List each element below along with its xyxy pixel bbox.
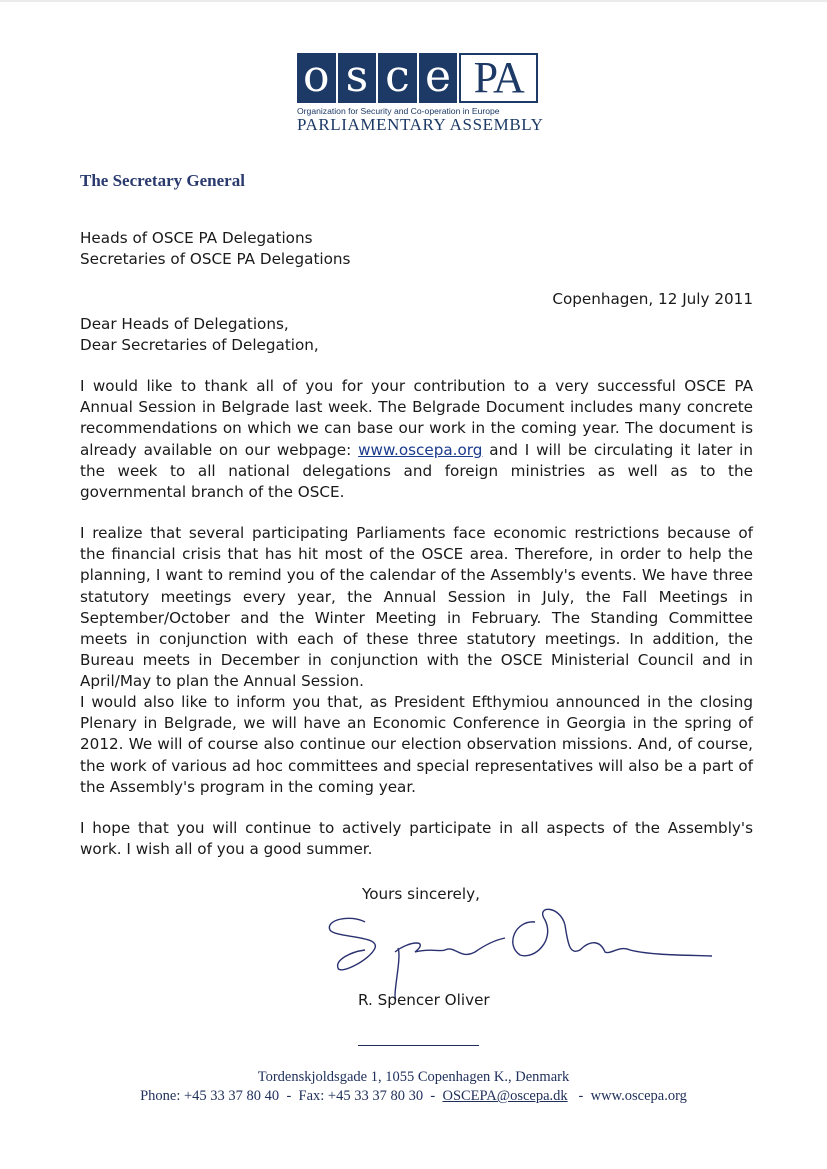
paragraph-1 bbox=[80, 376, 753, 503]
logo-letter: e bbox=[419, 53, 458, 103]
footer-fax: Fax: +45 33 37 80 30 bbox=[298, 1088, 424, 1104]
osce-pa-logo bbox=[297, 51, 544, 134]
paragraph-text: and I will be circulating it later in the week to all national delegations and foreign ministries as well as to the governmental branch of the OSCE. bbox=[80, 440, 753, 502]
closing: Yours sincerely, bbox=[362, 885, 480, 903]
footer-website: www.oscepa.org bbox=[590, 1088, 687, 1104]
logo-assembly-line: PARLIAMENTARY ASSEMBLY bbox=[297, 115, 544, 134]
footer-phone: Phone: +45 33 37 80 40 bbox=[140, 1088, 280, 1104]
footer-divider bbox=[358, 1045, 479, 1046]
paragraph-3: I would also like to inform you that, as President Efthymiou announced in the closing Plenary in Belgrade, we will have an Economic Conference in Georgia in the spring of 2012. We will of course also continue our election observation missions. And, of course, the work of various ad hoc committees and special representatives will also be a part of the Assembly's program in the coming year. bbox=[80, 693, 753, 796]
signatory-name: R. Spencer Oliver bbox=[358, 991, 490, 1009]
logo-org-line: Organization for Security and Co-operation in Europe bbox=[297, 106, 500, 116]
signature bbox=[320, 900, 720, 1000]
salutation-line: Dear Secretaries of Delegation, bbox=[80, 336, 319, 354]
separator: - bbox=[286, 1088, 292, 1104]
logo-letter: o bbox=[297, 53, 336, 103]
scan-edge bbox=[0, 0, 827, 2]
footer-address: Tordenskjoldsgade 1, 1055 Copenhagen K., Denmark bbox=[257, 1069, 570, 1085]
footer-contacts bbox=[0, 1088, 827, 1105]
logo-letter: s bbox=[338, 53, 377, 103]
logo-letter: c bbox=[378, 53, 417, 103]
logo-pa: PA bbox=[459, 53, 538, 103]
recipient-line: Secretaries of OSCE PA Delegations bbox=[80, 250, 351, 268]
footer-email-link[interactable]: OSCEPA@oscepa.dk bbox=[442, 1088, 568, 1104]
sender-title: The Secretary General bbox=[80, 171, 245, 190]
recipient-line: Heads of OSCE PA Delegations bbox=[80, 229, 313, 247]
paragraph-4: I hope that you will continue to actively participate in all aspects of the Assembly's work. I wish all of you a good summer. bbox=[80, 819, 753, 859]
paragraph-text: I would like to thank all of you for your contribution to a very successful OSCE PA Annual Session in Belgrade last week. The Belgrade Document includes many concrete recommendations on which we can base our work in the coming year. The document is already available on our webpage: bbox=[80, 377, 753, 459]
separator: - bbox=[578, 1088, 584, 1104]
place-date: Copenhagen, 12 July 2011 bbox=[552, 290, 753, 308]
paragraph-2: I realize that several participating Parliaments face economic restrictions because of the financial crisis that has hit most of the OSCE area. Therefore, in order to help the planning, I want to remind you of the calendar of the Assembly's events. We have three statutory meetings every year, the Annual Session in July, the Fall Meetings in September/October and the Winter Meeting in February. The Standing Committee meets in conjunction with each of these three statutory meetings. In addition, the Bureau meets in December in conjunction with the OSCE Ministerial Council and in April/May to plan the Annual Session. bbox=[80, 524, 753, 691]
separator: - bbox=[430, 1088, 436, 1104]
salutation-line: Dear Heads of Delegations, bbox=[80, 315, 289, 333]
website-link[interactable]: www.oscepa.org bbox=[358, 440, 483, 459]
